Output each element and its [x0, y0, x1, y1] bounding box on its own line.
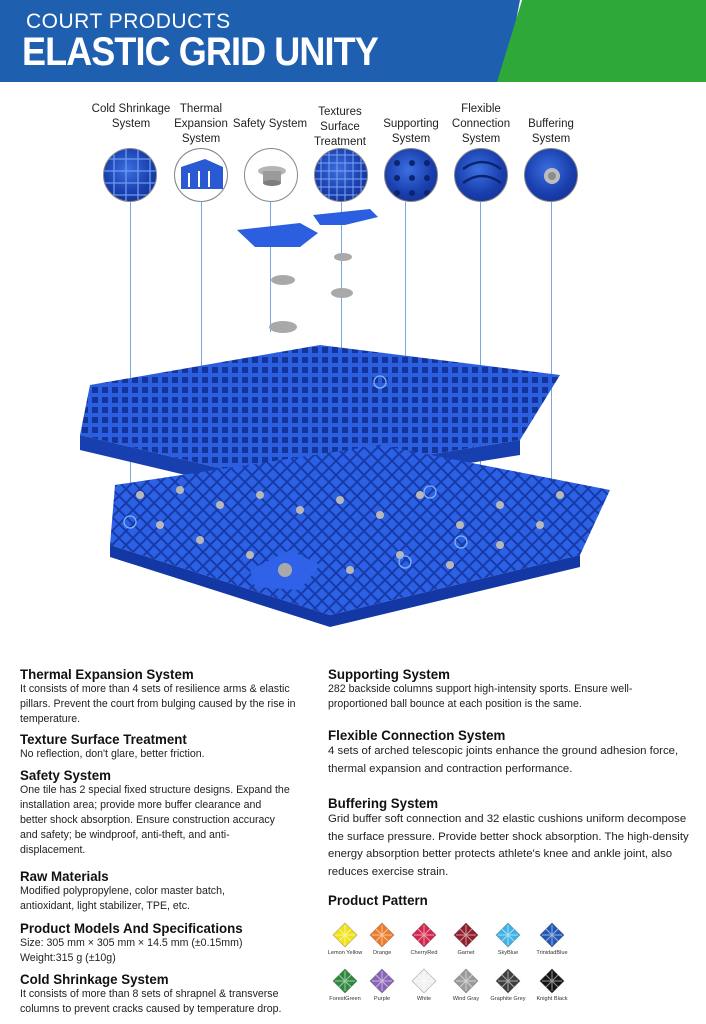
swatch-label: SkyBlue: [497, 950, 519, 956]
buffering-detail-icon: [524, 148, 578, 202]
section-text: 282 backside columns support high-intensity sports. Ensure well-proportioned ball bounce at each position is the same.: [328, 683, 633, 710]
swatch-label: Purple: [373, 996, 391, 1002]
spec-size: Size: 305 mm × 305 mm × 14.5 mm (±0.15mm): [20, 937, 243, 949]
section-title: Thermal Expansion System: [20, 666, 194, 682]
tile-swatch-icon: [411, 968, 437, 994]
color-swatch: [522, 968, 582, 1002]
section-text: No reflection, don't glare, better friction.: [20, 748, 205, 760]
section-title: Raw Materials: [20, 868, 109, 884]
section-title: Product Models And Specifications: [20, 920, 243, 936]
page-title: ELASTIC GRID UNITY: [22, 30, 378, 74]
tile-swatch-icon: [453, 968, 479, 994]
system-label-flexible-connection: Flexible Connection System: [451, 103, 511, 145]
swatch-label: ForestGreen: [329, 996, 361, 1002]
system-label-safety: Safety System: [232, 118, 308, 130]
flexible-connection-detail-icon: [454, 148, 508, 202]
section-text: Modified polypropylene, color master batch, antioxidant, light stabilizer, TPE, etc.: [20, 885, 225, 912]
product-pattern-heading: [328, 893, 433, 908]
swatch-label: CherryRed: [410, 950, 438, 956]
swatch-label: Orange: [372, 950, 392, 956]
color-swatch: [522, 922, 582, 956]
tile-swatch-icon: [369, 968, 395, 994]
system-label-cold-shrinkage: Cold Shrinkage System: [91, 103, 171, 130]
tile-swatch-icon: [539, 968, 565, 994]
swatch-label: Graphite Grey: [490, 996, 526, 1002]
section-safety: [20, 768, 290, 858]
system-label-textures: Textures Surface Treatment: [314, 106, 366, 148]
section-thermal-expansion: [20, 667, 310, 727]
system-label-supporting: Supporting System: [383, 118, 439, 145]
spec-weight: Weight:315 g (±10g): [20, 952, 116, 964]
section-text: It consists of more than 4 sets of resilience arms & elastic pillars. Prevent the court from bulging caused by the rise in temperature.: [20, 683, 296, 725]
swatch-label: Knight Black: [536, 996, 568, 1002]
swatch-label: Garnet: [457, 950, 475, 956]
section-title: Cold Shrinkage System: [20, 971, 169, 987]
section-title: Texture Surface Treatment: [20, 731, 187, 747]
swatch-label: TrinidadBlue: [536, 950, 568, 956]
tile-swatch-icon: [495, 968, 521, 994]
section-supporting: [328, 667, 688, 712]
safety-detail-icon: [244, 148, 298, 202]
section-title: Supporting System: [328, 666, 450, 682]
supporting-detail-icon: [384, 148, 438, 202]
system-label-thermal-expansion: Thermal Expansion System: [174, 103, 228, 145]
tile-swatch-icon: [369, 922, 395, 948]
texture-detail-icon: [314, 148, 368, 202]
tile-swatch-icon: [495, 922, 521, 948]
section-title: Safety System: [20, 767, 111, 783]
section-texture: [20, 732, 310, 762]
swatch-label: White: [416, 996, 432, 1002]
tile-swatch-icon: [539, 922, 565, 948]
section-buffering: [328, 796, 698, 881]
section-title: Product Pattern: [328, 892, 428, 908]
system-label-buffering: Buffering System: [528, 118, 574, 145]
tile-swatch-icon: [411, 922, 437, 948]
section-text: 4 sets of arched telescopic joints enhance the ground adhesion force, thermal expansion and contraction performance.: [328, 745, 679, 775]
section-flexible-connection: [328, 728, 698, 778]
section-title: Flexible Connection System: [328, 727, 506, 743]
thermal-expansion-detail-icon: [174, 148, 228, 202]
tile-swatch-icon: [453, 922, 479, 948]
header-subtitle: COURT PRODUCTS: [26, 10, 231, 33]
section-text: Grid buffer soft connection and 32 elastic cushions uniform decompose the surface pressure. Provide better shock absorption. The high-density energy absorption better protects athlete's knee and ankle joint, also reduces exercise strain.: [328, 813, 689, 878]
section-product-models: [20, 921, 320, 966]
court-tile-exploded-illustration: [0, 195, 706, 655]
section-raw-materials: [20, 869, 280, 914]
swatch-label: Wind Gray: [452, 996, 480, 1002]
cold-shrinkage-detail-icon: [103, 148, 157, 202]
section-title: Buffering System: [328, 795, 439, 811]
section-text: It consists of more than 8 sets of shrapnel & transverse columns to prevent cracks caused by temperature drop.: [20, 988, 282, 1015]
section-text: One tile has 2 special fixed structure designs. Expand the installation area; provide more buffer clearance and better shock absorption. Ensure construction accuracy and safety; be windproof, anti-theft, and anti-displacement.: [20, 784, 290, 856]
header-accent: [497, 0, 706, 82]
section-cold-shrinkage: [20, 972, 320, 1017]
swatch-label: Lemon Yellow: [327, 950, 363, 956]
